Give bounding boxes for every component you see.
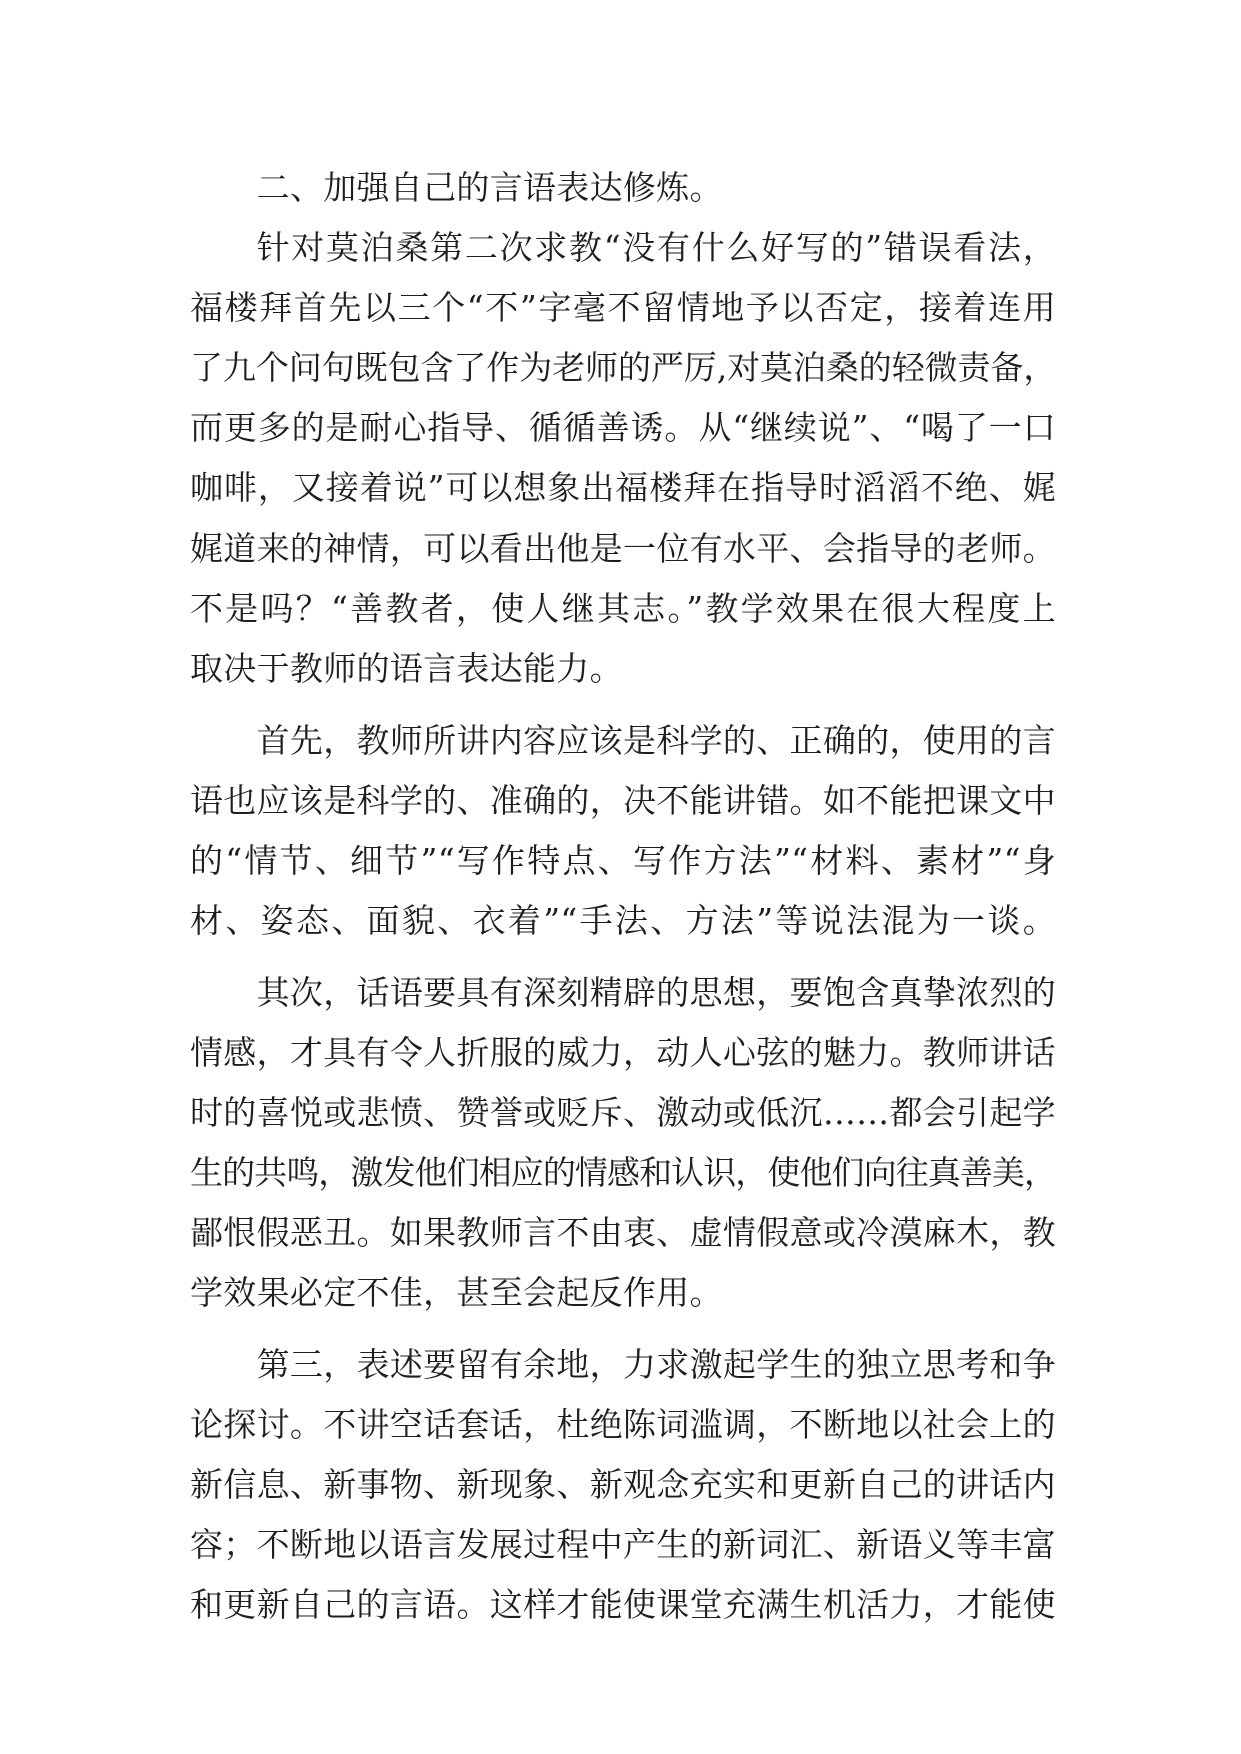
text-line: 时的喜悦或悲愤、赞誉或贬斥、激动或低沉……都会引起学	[190, 1092, 1056, 1132]
text-line: 取决于教师的语言表达能力。	[190, 648, 623, 688]
paragraph	[190, 218, 1056, 699]
paragraph	[190, 711, 1056, 951]
text-line: 学效果必定不佳，甚至会起反作用。	[190, 1273, 723, 1313]
text-line: 其次，话语要具有深刻精辟的思想，要饱含真挚浓烈的	[256, 972, 1056, 1012]
text-line: 而更多的是耐心指导、循循善诱。从“继续说”、“喝了一口	[190, 408, 1056, 448]
text-line: 语也应该是科学的、准确的，决不能讲错。如不能把课文中	[190, 780, 1056, 820]
text-line: 生的共鸣，激发他们相应的情感和认识，使他们向往真善美，	[190, 1152, 1056, 1192]
text-line: 材、姿态、面貌、衣着”“手法、方法”等说法混为一谈。	[190, 900, 1056, 940]
text-line: 不是吗？“善教者，使人继其志。”教学效果在很大程度上	[190, 588, 1056, 628]
paragraph	[190, 1335, 1056, 1635]
text-line: 第三，表述要留有余地，力求激起学生的独立思考和争	[256, 1344, 1056, 1384]
text-line: 鄙恨假恶丑。如果教师言不由衷、虚情假意或冷漠麻木，教	[190, 1212, 1056, 1252]
text-line: 了九个问句既包含了作为老师的严厉,对莫泊桑的轻微责备，	[190, 348, 1056, 388]
heading-text: 二、加强自己的言语表达修炼。	[256, 168, 723, 207]
text-line: 咖啡，又接着说”可以想象出福楼拜在指导时滔滔不绝、娓	[190, 468, 1056, 508]
text-line: 情感，才具有令人折服的威力，动人心弦的魅力。教师讲话	[190, 1032, 1056, 1072]
text-line: 论探讨。不讲空话套话，杜绝陈词滥调，不断地以社会上的	[190, 1404, 1056, 1444]
section-heading	[190, 158, 1056, 218]
paragraph	[190, 963, 1056, 1324]
text-line: 容；不断地以语言发展过程中产生的新词汇、新语义等丰富	[190, 1525, 1056, 1565]
text-line: 针对莫泊桑第二次求教“没有什么好写的”错误看法，	[256, 228, 1056, 268]
document-body	[190, 158, 1056, 1635]
text-line: 福楼拜首先以三个“不”字毫不留情地予以否定，接着连用	[190, 288, 1056, 328]
text-line: 的“情节、细节”“写作特点、写作方法”“材料、素材”“身	[190, 840, 1056, 880]
text-line: 和更新自己的言语。这样才能使课堂充满生机活力，才能使	[190, 1585, 1056, 1625]
text-line: 首先，教师所讲内容应该是科学的、正确的，使用的言	[256, 720, 1056, 760]
text-line: 娓道来的神情，可以看出他是一位有水平、会指导的老师。	[190, 528, 1056, 568]
text-line: 新信息、新事物、新现象、新观念充实和更新自己的讲话内	[190, 1465, 1056, 1505]
